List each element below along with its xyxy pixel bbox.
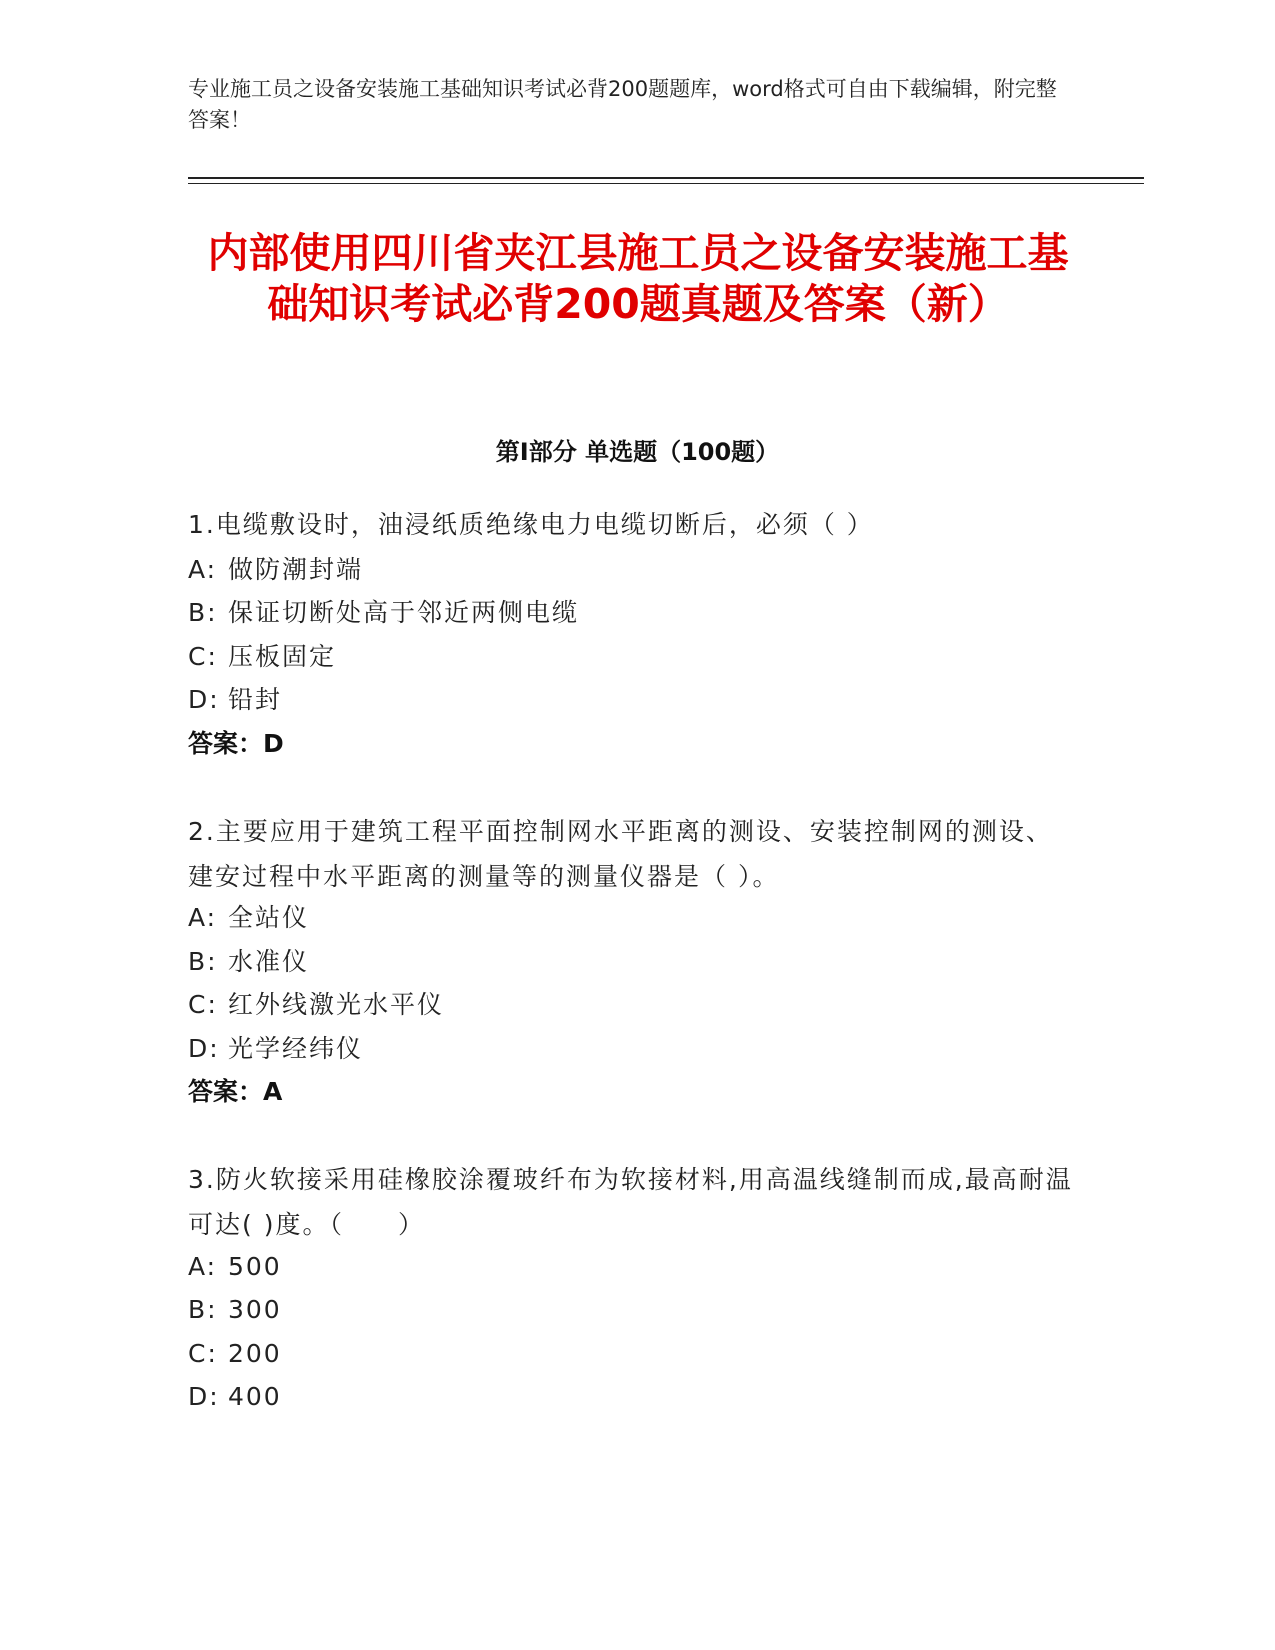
- header-divider-thin: [188, 183, 1144, 184]
- header-divider-thick: [188, 177, 1144, 179]
- header-note: 专业施工员之设备安装施工基础知识考试必背200题题库，word格式可自由下载编辑，附完整答案！: [188, 77, 1057, 132]
- question-3-option-a: [188, 1244, 282, 1289]
- option-key: A:: [188, 555, 218, 584]
- option-key: B:: [188, 1295, 218, 1324]
- question-3-option-c: [188, 1331, 282, 1376]
- question-2-option-d: [188, 1026, 363, 1071]
- question-1-option-b: [188, 590, 579, 635]
- option-text: 400: [228, 1382, 282, 1411]
- question-2-answer: 答案：A: [188, 1077, 283, 1106]
- question-1-option-a: [188, 547, 363, 592]
- option-text: 200: [228, 1339, 282, 1368]
- question-3-option-b: [188, 1287, 282, 1332]
- question-2-stem: 2.主要应用于建筑工程平面控制网水平距离的测设、安装控制网的测设、建安过程中水平距离的测量等的测量仪器是（ ）。: [188, 817, 1053, 891]
- question-3-option-d: [188, 1374, 282, 1419]
- question-1-answer: 答案：D: [188, 729, 284, 758]
- question-1-stem: 1.电缆敷设时，油浸纸质绝缘电力电缆切断后，必须（ ）: [188, 510, 874, 539]
- option-key: D:: [188, 1382, 220, 1411]
- option-text: 500: [228, 1252, 282, 1281]
- question-2-option-c: [188, 982, 444, 1027]
- option-text: 光学经纬仪: [228, 1034, 364, 1063]
- option-text: 压板固定: [228, 642, 337, 671]
- option-text: 做防潮封端: [228, 555, 364, 584]
- option-key: D:: [188, 1034, 220, 1063]
- option-text: 保证切断处高于邻近两侧电缆: [228, 598, 580, 627]
- option-key: D:: [188, 685, 220, 714]
- question-3-stem: 3.防火软接采用硅橡胶涂覆玻纤布为软接材料,用高温线缝制而成,最高耐温可达( )度。（ ）: [188, 1165, 1073, 1239]
- option-key: C:: [188, 1339, 218, 1368]
- section-title: 第I部分 单选题（100题）: [495, 438, 780, 466]
- option-text: 铅封: [228, 685, 283, 714]
- option-text: 红外线激光水平仪: [228, 990, 445, 1019]
- option-key: B:: [188, 598, 218, 627]
- question-2-option-b: [188, 939, 309, 984]
- document-title: 内部使用四川省夹江县施工员之设备安装施工基础知识考试必背200题真题及答案（新）: [207, 229, 1069, 328]
- question-1-option-c: [188, 634, 336, 679]
- question-2-option-a: [188, 895, 309, 940]
- option-text: 全站仪: [228, 903, 310, 932]
- option-text: 300: [228, 1295, 282, 1324]
- option-text: 水准仪: [228, 947, 310, 976]
- option-key: A:: [188, 903, 218, 932]
- option-key: B:: [188, 947, 218, 976]
- question-1-option-d: [188, 677, 282, 722]
- option-key: C:: [188, 642, 218, 671]
- option-key: C:: [188, 990, 218, 1019]
- option-key: A:: [188, 1252, 218, 1281]
